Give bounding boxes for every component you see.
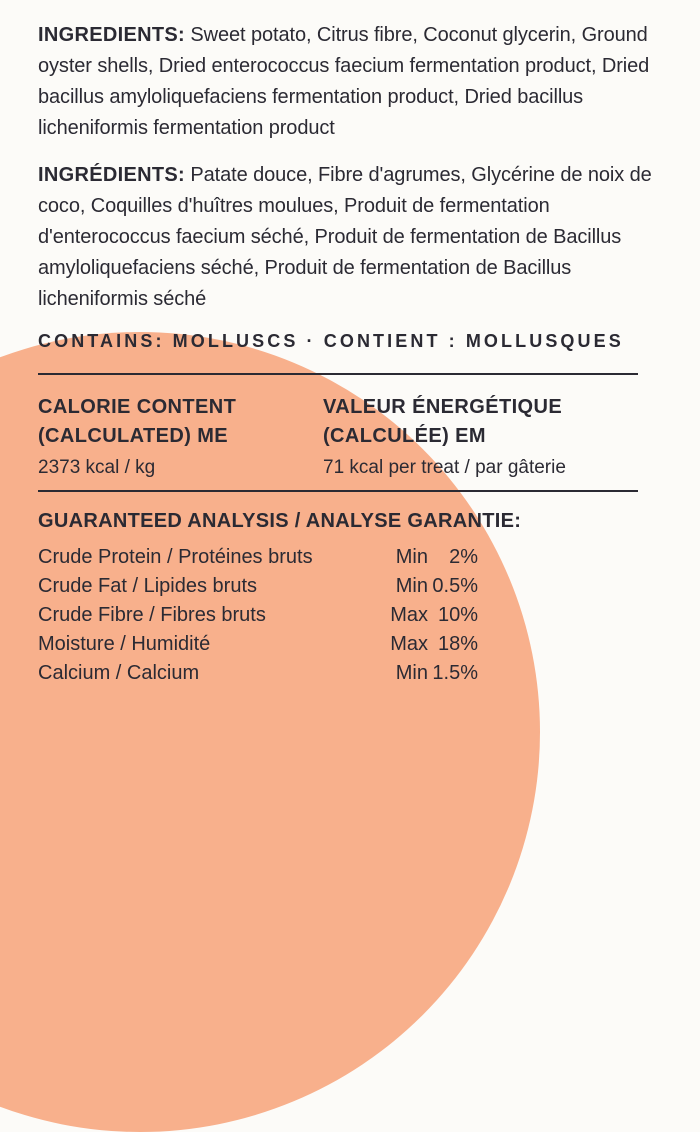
analysis-value: 2% — [449, 546, 478, 568]
analysis-nutrient: Moisture / Humidité — [38, 633, 211, 655]
analysis-nutrient: Crude Protein / Protéines bruts — [38, 546, 313, 568]
calorie-content-fr — [323, 393, 623, 483]
analysis-row — [38, 543, 498, 572]
calorie-value-en: 2373 kcal / kg — [38, 457, 156, 478]
analysis-nutrient: Calcium / Calcium — [38, 662, 200, 684]
analysis-value: 18% — [437, 633, 478, 655]
analysis-qualifier: Max — [390, 633, 428, 655]
allergen-statement: CONTAINS: MOLLUSCS · CONTIENT : MOLLUSQUES — [38, 331, 624, 351]
analysis-row — [38, 572, 498, 601]
analysis-nutrient: Crude Fibre / Fibres bruts — [38, 604, 266, 626]
ingredients-en-label: INGREDIENTS: — [38, 24, 185, 46]
analysis-nutrient: Crude Fat / Lipides bruts — [38, 575, 257, 597]
analysis-value: 0.5% — [432, 575, 478, 597]
calorie-heading-fr-line2: (CALCULÉE) EM — [323, 425, 486, 447]
analysis-row — [38, 601, 498, 630]
analysis-value: 1.5% — [432, 662, 478, 684]
divider-top — [38, 373, 638, 375]
calorie-content-en — [38, 393, 338, 483]
analysis-row — [38, 659, 498, 688]
calorie-heading-en-line2: (CALCULATED) ME — [38, 425, 229, 447]
divider-bottom — [38, 490, 638, 492]
calorie-heading-en-line1: CALORIE CONTENT — [38, 396, 237, 418]
calorie-heading-fr-line1: VALEUR ÉNERGÉTIQUE — [323, 396, 563, 418]
ingredients-en — [38, 20, 663, 144]
guaranteed-analysis-table — [38, 543, 498, 688]
analysis-qualifier: Min — [395, 662, 428, 684]
calorie-value-fr: 71 kcal per treat / par gâterie — [323, 457, 566, 478]
ingredients-en-text: Sweet potato, Citrus fibre, Coconut glycerin, Ground oyster shells, Dried enterococcus faecium fermentation product, Dried bacillus amyloliquefaciens fermentation product, Dried bacillus licheniformis fermentation product — [38, 24, 650, 139]
analysis-qualifier: Min — [395, 546, 428, 568]
ingredients-fr-label: INGRÉDIENTS: — [38, 164, 185, 186]
ingredients-fr — [38, 160, 663, 315]
ingredients-fr-text: Patate douce, Fibre d'agrumes, Glycérine de noix de coco, Coquilles d'huîtres moulues, Produit de fermentation d'enterococcus faecium séché, Produit de fermentation de Bacillus amyloliquefaciens séché, Produit de fermentation de Bacillus licheniformis séché — [38, 164, 652, 310]
guaranteed-analysis-title: GUARANTEED ANALYSIS / ANALYSE GARANTIE: — [38, 510, 522, 532]
analysis-qualifier: Min — [395, 575, 428, 597]
analysis-qualifier: Max — [390, 604, 428, 626]
analysis-row — [38, 630, 498, 659]
analysis-value: 10% — [437, 604, 478, 626]
